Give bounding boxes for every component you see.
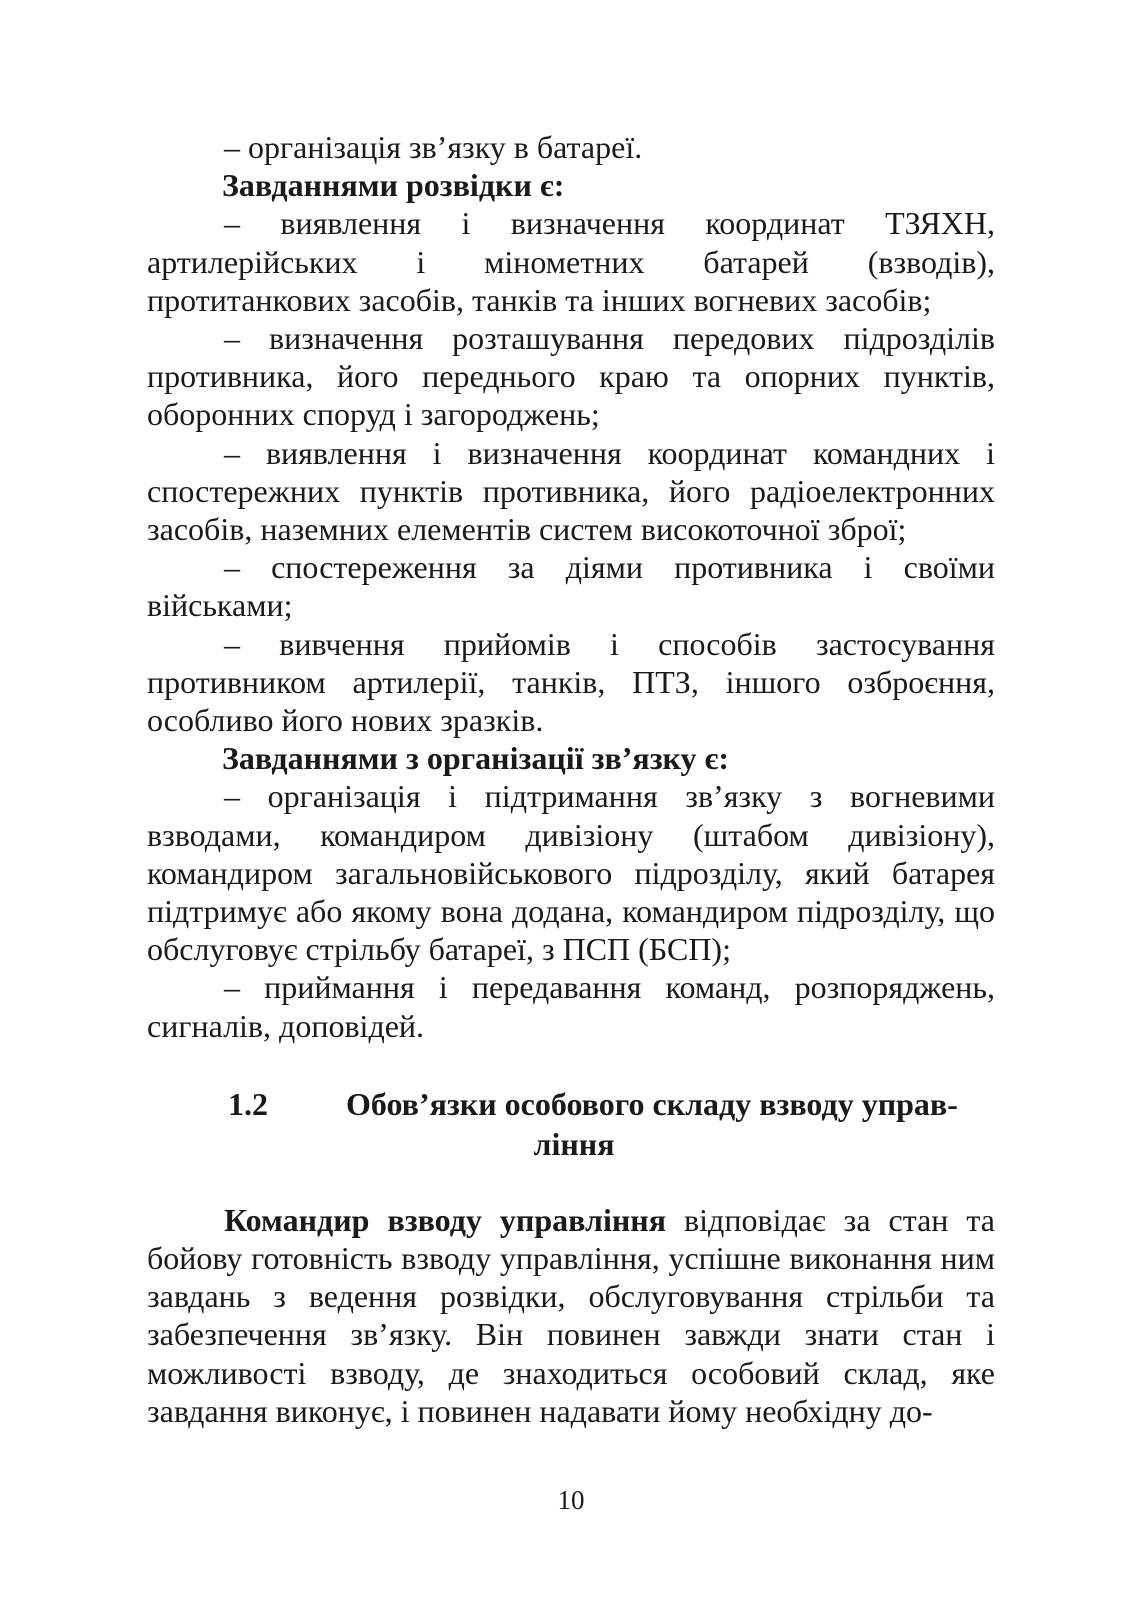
paragraph-list: [147, 128, 995, 1045]
section-title-line-2: ління: [533, 1125, 615, 1162]
paragraph-text: відповідає за стан та бойову готовність взводу управління, успішне виконання ним завдань з ведення розвідки, обслуговування стрільби та забезпечення зв’язку. Він повинен завжди знати стан і можливості взводу, де знаходиться особовий склад, яке завдання виконує, і повинен надавати йому необхідну до-: [147, 1201, 996, 1429]
list-item: – спостереження за діями противника і своїми військами;: [147, 549, 995, 624]
list-item: – організація і підтримання зв’язку з вогневими взводами, командиром дивізіону (штабом дивізіону), командиром загальновійськового підрозділу, який батарея підтримує або якому вона додана, командиром підрозділу, що обслуговує стрільбу батареї, з ПСП (БСП);: [147, 778, 995, 968]
list-item: – виявлення і визначення координат командних і спостережних пунктів противника, його радіоелектронних засобів, наземних елементів систем високоточної зброї;: [147, 434, 995, 548]
page-body: [147, 128, 995, 1430]
list-item: – приймання і передавання команд, розпоряджень, сигналів, доповідей.: [147, 969, 995, 1044]
section-title-line-1: Обов’язки особового складу взводу управ-: [346, 1085, 958, 1122]
section-heading: [147, 1084, 995, 1164]
page-number: 10: [557, 1485, 585, 1515]
section-number: 1.2: [228, 1085, 268, 1122]
section-subheading: Завданнями з організації зв’язку є:: [222, 740, 730, 777]
paragraph-lead-term: Командир взводу управління: [224, 1201, 667, 1238]
closing-paragraph: [147, 1201, 995, 1430]
list-item: – вивчення прийомів і способів застосування противником артилерії, танків, ПТЗ, іншого озброєння, особливо його нових зразків.: [147, 625, 995, 739]
list-item: – виявлення і визначення координат ТЗЯХН, артилерійських і мінометних батарей (взводів), протитанкових засобів, танків та інших вогневих засобів;: [147, 205, 995, 318]
section-subheading: Завданнями розвідки є:: [222, 167, 565, 204]
list-item: – організація зв’язку в батареї.: [224, 129, 643, 165]
list-item: – визначення розташування передових підрозділів противника, його переднього краю та опорних пунктів, оборонних споруд і загороджень;: [147, 320, 995, 433]
